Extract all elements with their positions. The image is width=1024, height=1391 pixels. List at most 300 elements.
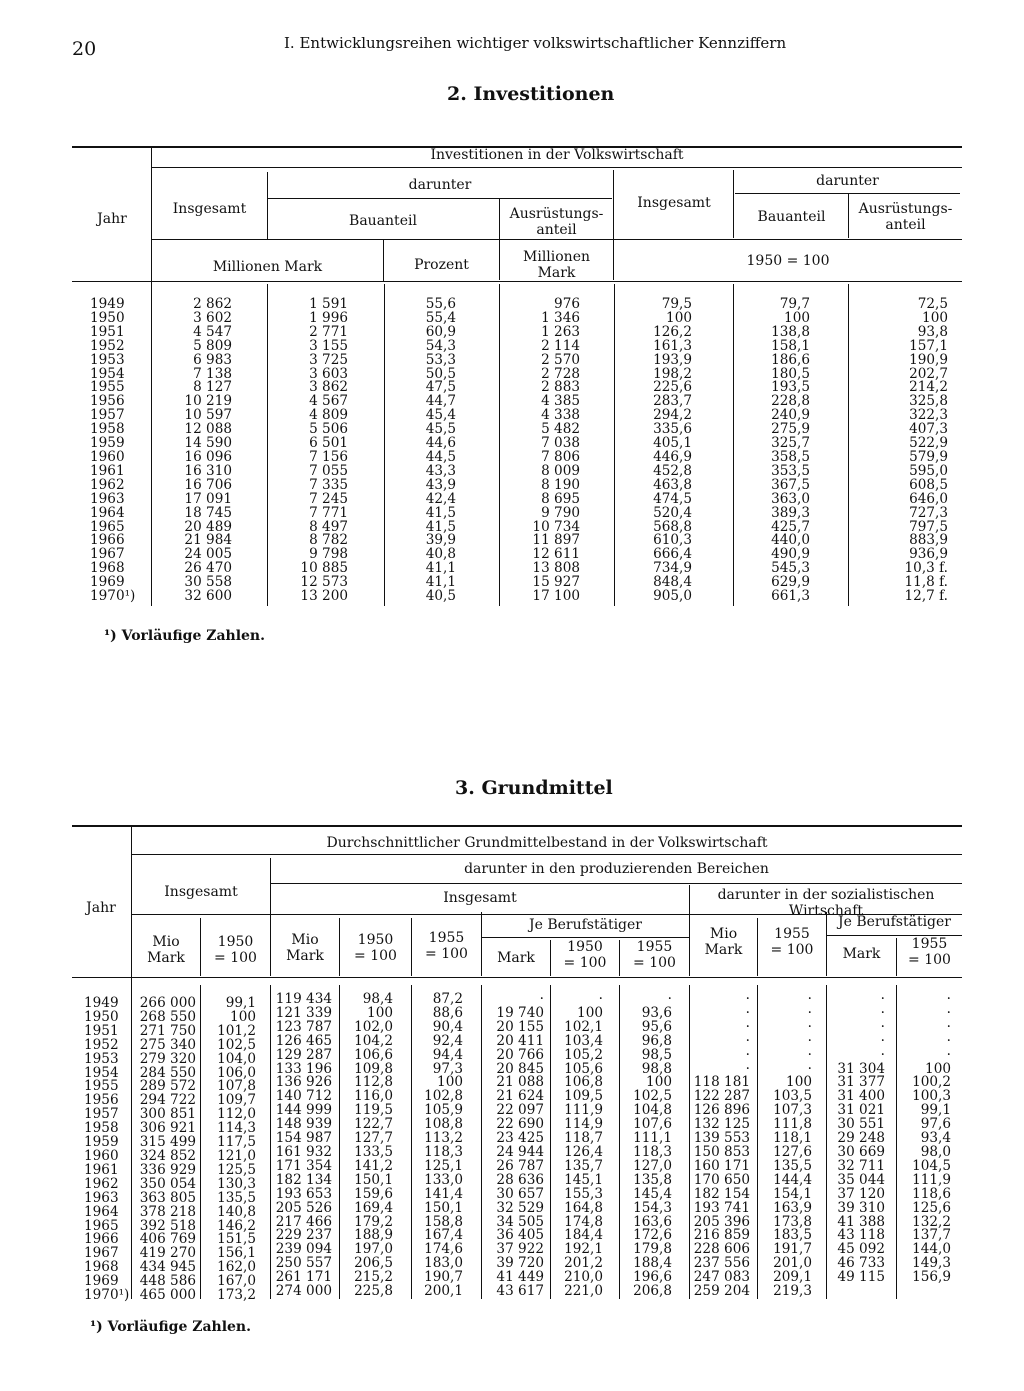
t3-col-jb-1955-cell: 104,8 xyxy=(633,1102,672,1119)
t3-col-ges-1950-cell: 151,5 xyxy=(217,1231,256,1248)
t2-col-index-bau-cell: 353,5 xyxy=(771,462,810,479)
t3-col-jb-1950-cell: 155,3 xyxy=(564,1185,603,1202)
t3-col-jb-1955-cell: 135,8 xyxy=(633,1171,672,1188)
t3-col-soz-mio-cell: · xyxy=(745,991,750,1007)
t3-col-soz-1955-cell: · xyxy=(807,1032,812,1049)
t2-col-ausruestung-cell: 1 346 xyxy=(541,309,580,326)
t2-unit-index: 1950 = 100 xyxy=(746,253,830,269)
t3-col-prod-1950-cell: 98,4 xyxy=(362,991,393,1007)
t2-col-index-insgesamt-cell: 520,4 xyxy=(653,504,692,521)
t3-col-jahr-cell: 1950 xyxy=(84,1008,119,1025)
t3-col-ges-mio-cell: 406 769 xyxy=(139,1231,196,1248)
t2-col-insgesamt-cell: 8 127 xyxy=(193,379,232,396)
t3-col-jb-1955-cell: 98,8 xyxy=(641,1060,672,1077)
t2-col-index-insgesamt-cell: 225,6 xyxy=(653,379,692,396)
t3-col-prod-1950-cell: 116,0 xyxy=(354,1088,393,1105)
t3-col-jb-1950-cell: 135,7 xyxy=(564,1157,603,1174)
t2-col-ausruestung-cell: 7 806 xyxy=(541,448,580,465)
t3-col-soz-1955-cell: 111,8 xyxy=(773,1116,812,1133)
t3-col-jb-1950-cell: 111,9 xyxy=(564,1102,603,1119)
t2-col-bau-mio-cell: 3 725 xyxy=(309,351,348,368)
t2-col-jahr-cell: 1968 xyxy=(90,560,125,577)
t3-col-soz-mio-cell: 259 204 xyxy=(693,1283,750,1300)
t3-head-darunter-prod: darunter in den produzierenden Bereichen xyxy=(464,861,769,877)
t3-col-soz-1955-jb xyxy=(899,993,951,1299)
t3-col-ges-mio-cell: 271 750 xyxy=(139,1022,196,1039)
t3-col-soz-mark-cell: · xyxy=(880,1046,885,1063)
t3-col-prod-1955-cell: 150,1 xyxy=(424,1199,463,1216)
t2-col-index-bau-cell: 158,1 xyxy=(771,337,810,354)
t2-col-ausruestung-cell: 15 927 xyxy=(532,574,580,591)
t2-col-jahr-cell: 1950 xyxy=(90,309,125,326)
t2-col-bau-mio-cell: 4 809 xyxy=(309,407,348,424)
t3-col-ges-1950-cell: 140,8 xyxy=(217,1203,256,1220)
t2-col-ausruestung-cell: 17 100 xyxy=(532,588,580,605)
t3-col-prod-mio-cell: 148 939 xyxy=(275,1116,332,1133)
t3-col-soz-1955-jb-cell: · xyxy=(946,991,951,1007)
t3-col-soz-1955-cell: 191,7 xyxy=(773,1241,812,1258)
t2-col-index-insgesamt-cell: 126,2 xyxy=(653,323,692,340)
t3-col-jb-1955-cell: 172,6 xyxy=(633,1227,672,1244)
t3-col-ges-mio-cell: 350 054 xyxy=(139,1175,196,1192)
t3-col-soz-mio-cell: · xyxy=(745,1018,750,1035)
t3-col-jb-1950-cell: 114,9 xyxy=(564,1116,603,1133)
t2-col-bau-mio-cell: 3 155 xyxy=(309,337,348,354)
t3-col-ges-1950-cell: 101,2 xyxy=(217,1022,256,1039)
t3-col-jb-mark-cell: 39 720 xyxy=(496,1255,544,1272)
t3-col-soz-mio-cell: 150 853 xyxy=(693,1143,750,1160)
t3-col-soz-mark-cell: · xyxy=(880,1004,885,1021)
t3-col-prod-mio-cell: 205 526 xyxy=(275,1199,332,1216)
t3-col-jb-mark-cell: 22 690 xyxy=(496,1116,544,1133)
t3-col-jahr-cell: 1954 xyxy=(84,1064,119,1081)
t2-head-darunter: darunter xyxy=(408,177,472,193)
t3-col-jb-1950-cell: 103,4 xyxy=(564,1032,603,1049)
t3-col-soz-mio-cell: · xyxy=(745,1060,750,1077)
t3-col-ges-1950-cell: 104,0 xyxy=(217,1050,256,1067)
t2-col-insgesamt-cell: 26 470 xyxy=(184,560,232,577)
t2-col-index-ausruestung-cell: 579,9 xyxy=(909,448,948,465)
t3-col-jb-1950-cell: 164,8 xyxy=(564,1199,603,1216)
t2-col-index-ausruestung-cell: 157,1 xyxy=(909,337,948,354)
t2-col-index-ausruestung-cell: 797,5 xyxy=(909,518,948,535)
t3-col-jahr-cell: 1952 xyxy=(84,1036,119,1053)
t2-col-bau-mio-cell: 2 771 xyxy=(309,323,348,340)
t3-col-ges-mio-cell: 465 000 xyxy=(139,1287,196,1304)
t3-col-ges-1950-cell: 162,0 xyxy=(217,1259,256,1276)
t3-col-prod-mio-cell: 119 434 xyxy=(275,991,332,1007)
t2-col-insgesamt-cell: 24 005 xyxy=(184,546,232,563)
t3-col-jb-1950 xyxy=(553,993,603,1299)
t2-col-index-ausruestung-cell: 595,0 xyxy=(909,462,948,479)
t2-col-bau-mio-cell: 7 156 xyxy=(309,448,348,465)
t3-col-jb-1950-cell: 174,8 xyxy=(564,1213,603,1230)
t3-col-soz-1955-cell: 135,5 xyxy=(773,1157,812,1174)
t2-head-group: Investitionen in der Volkswirtschaft xyxy=(430,147,684,163)
t2-col-jahr-cell: 1970¹) xyxy=(90,588,136,605)
t3-col-ges-1950-cell: 125,5 xyxy=(217,1161,256,1178)
t3-col-soz-1955-cell: 219,3 xyxy=(773,1283,812,1300)
t2-col-index-insgesamt xyxy=(630,298,692,604)
t3-col-soz-mio-cell: 118 181 xyxy=(693,1074,750,1091)
t2-col-index-bau-cell: 367,5 xyxy=(771,476,810,493)
t2-col-insgesamt-cell: 5 809 xyxy=(193,337,232,354)
t3-col-soz-mark-cell: · xyxy=(880,991,885,1007)
t2-col-index-ausruestung-cell: 322,3 xyxy=(909,407,948,424)
t3-col-prod-1950-cell: 141,2 xyxy=(354,1157,393,1174)
t3-col-prod-1950-cell: 122,7 xyxy=(354,1116,393,1133)
t2-col-index-ausruestung-cell: 10,3 f. xyxy=(904,560,948,577)
t3-col-soz-1955-jb-cell: · xyxy=(946,1046,951,1063)
t2-col-index-bau-cell: 389,3 xyxy=(771,504,810,521)
t3-col-soz-mark-cell: 43 118 xyxy=(837,1227,885,1244)
t3-col-soz-1955-jb-cell: 132,2 xyxy=(912,1213,951,1230)
t3-col-soz-1955-jb-cell: 125,6 xyxy=(912,1199,951,1216)
t3-col-ges-mio-cell: 324 852 xyxy=(139,1147,196,1164)
t2-col-bau-prozent-cell: 41,1 xyxy=(425,560,456,577)
t3-col-ges-1950-cell: 106,0 xyxy=(217,1064,256,1081)
t2-col-index-insgesamt-cell: 734,9 xyxy=(653,560,692,577)
t2-col-index-ausruestung-cell: 12,7 f. xyxy=(904,588,948,605)
t3-col-jb-mark-cell: 32 529 xyxy=(496,1199,544,1216)
t3-col-prod-1950-cell: 159,6 xyxy=(354,1185,393,1202)
t2-col-bau-prozent-cell: 44,5 xyxy=(425,448,456,465)
t2-col-bau-prozent-cell: 44,6 xyxy=(425,435,456,452)
t2-col-bau-mio xyxy=(280,298,348,604)
t2-col-index-ausruestung-cell: 325,8 xyxy=(909,393,948,410)
t3-col-jahr-cell: 1957 xyxy=(84,1106,119,1123)
t3-col-jb-1955-cell: 111,1 xyxy=(633,1130,672,1147)
t2-col-insgesamt-cell: 2 862 xyxy=(193,296,232,312)
t2-col-ausruestung-cell: 2 570 xyxy=(541,351,580,368)
t3-col-soz-mio-cell: 247 083 xyxy=(693,1269,750,1286)
t2-col-index-insgesamt-cell: 610,3 xyxy=(653,532,692,549)
t3-col-ges-mio-cell: 279 320 xyxy=(139,1050,196,1067)
t2-col-insgesamt-cell: 32 600 xyxy=(184,588,232,605)
t3-col-jahr-cell: 1962 xyxy=(84,1175,119,1192)
t3-col-prod-mio-cell: 121 339 xyxy=(275,1004,332,1021)
t2-head-insgesamt: Insgesamt xyxy=(172,201,247,217)
t3-col-jb-1950-cell: 145,1 xyxy=(564,1171,603,1188)
t3-col-jahr-cell: 1951 xyxy=(84,1022,119,1039)
t3-col-soz-mark-cell: 45 092 xyxy=(837,1241,885,1258)
t3-col-prod-1950-cell: 104,2 xyxy=(354,1032,393,1049)
t3-col-jahr-cell: 1966 xyxy=(84,1231,119,1248)
t2-col-bau-mio-cell: 3 603 xyxy=(309,365,348,382)
t2-col-index-insgesamt-cell: 848,4 xyxy=(653,574,692,591)
t2-col-index-ausruestung-cell: 727,3 xyxy=(909,504,948,521)
t3-col-soz-mio-cell: 160 171 xyxy=(693,1157,750,1174)
t3-col-soz-1955-jb-cell: 100,2 xyxy=(912,1074,951,1091)
t2-col-index-insgesamt-cell: 198,2 xyxy=(653,365,692,382)
t3-col-jb-mark xyxy=(484,993,544,1299)
t3-sub-1955-4: 1955 = 100 xyxy=(908,936,951,968)
t2-col-bau-mio-cell: 7 771 xyxy=(309,504,348,521)
t3-col-soz-mark-cell xyxy=(829,1285,885,1299)
t2-col-jahr-cell: 1956 xyxy=(90,393,125,410)
t3-col-soz-mark-cell: 35 044 xyxy=(837,1171,885,1188)
t3-col-soz-mio-cell: 122 287 xyxy=(693,1088,750,1105)
t3-col-jb-mark-cell: 22 097 xyxy=(496,1102,544,1119)
t3-col-prod-1950-cell: 102,0 xyxy=(354,1018,393,1035)
t3-col-ges-mio-cell: 275 340 xyxy=(139,1036,196,1053)
t3-col-prod-1955-cell: 167,4 xyxy=(424,1227,463,1244)
t3-col-soz-1955-jb-cell: 156,9 xyxy=(912,1269,951,1286)
t3-col-jb-1955 xyxy=(622,993,672,1299)
t2-col-index-ausruestung-cell: 214,2 xyxy=(909,379,948,396)
t2-col-bau-prozent-cell: 41,1 xyxy=(425,574,456,591)
t2-col-insgesamt-cell: 10 219 xyxy=(184,393,232,410)
t3-col-jahr-cell: 1964 xyxy=(84,1203,119,1220)
t3-col-jb-mark-cell: 41 449 xyxy=(496,1269,544,1286)
t3-col-ges-1950-cell: 156,1 xyxy=(217,1245,256,1262)
t3-col-soz-mark-cell: 31 400 xyxy=(837,1088,885,1105)
t2-head-ausruestung-index: Ausrüstungs- anteil xyxy=(858,201,953,233)
t2-col-jahr-cell: 1949 xyxy=(90,296,125,312)
t3-col-jahr-cell: 1953 xyxy=(84,1050,119,1067)
t2-col-index-insgesamt-cell: 161,3 xyxy=(653,337,692,354)
t2-col-index-bau-cell: 363,0 xyxy=(771,490,810,507)
t3-col-prod-mio-cell: 154 987 xyxy=(275,1130,332,1147)
t3-col-jahr-cell: 1955 xyxy=(84,1078,119,1095)
t3-col-prod-1955-cell: 88,6 xyxy=(432,1004,463,1021)
table3-title: 3. Grundmittel xyxy=(455,777,613,799)
t3-col-ges-1950 xyxy=(204,997,256,1303)
t3-col-jb-1950-cell: 109,5 xyxy=(564,1088,603,1105)
t3-col-soz-1955-cell: 173,8 xyxy=(773,1213,812,1230)
t2-col-insgesamt-cell: 21 984 xyxy=(184,532,232,549)
t3-col-jb-1950-cell: 201,2 xyxy=(564,1255,603,1272)
t2-unit-prozent: Prozent xyxy=(414,257,469,273)
t2-col-bau-mio-cell: 8 782 xyxy=(309,532,348,549)
t3-col-jahr-cell: 1949 xyxy=(84,995,119,1011)
t3-col-soz-mark-cell: 31 377 xyxy=(837,1074,885,1091)
t3-col-soz-mio-cell: · xyxy=(745,1032,750,1049)
t2-col-insgesamt-cell: 18 745 xyxy=(184,504,232,521)
t3-col-ges-1950-cell: 102,5 xyxy=(217,1036,256,1053)
t3-col-soz-1955-jb-cell: 118,6 xyxy=(912,1185,951,1202)
t2-col-bau-prozent-cell: 50,5 xyxy=(425,365,456,382)
t3-col-ges-1950-cell: 100 xyxy=(230,1008,256,1025)
running-header: I. Entwicklungsreihen wichtiger volkswirtschaftlicher Kennziffern xyxy=(284,34,787,52)
t2-col-insgesamt-cell: 17 091 xyxy=(184,490,232,507)
t2-col-index-ausruestung-cell: 100 xyxy=(922,309,948,326)
t3-col-soz-1955-jb-cell: · xyxy=(946,1004,951,1021)
t2-col-jahr-cell: 1954 xyxy=(90,365,125,382)
t3-col-prod-mio-cell: 144 999 xyxy=(275,1102,332,1119)
t2-col-bau-prozent-cell: 45,4 xyxy=(425,407,456,424)
t3-col-soz-mark-cell: 31 021 xyxy=(837,1102,885,1119)
t2-col-bau-prozent-cell: 45,5 xyxy=(425,421,456,438)
t3-col-ges-1950-cell: 107,8 xyxy=(217,1078,256,1095)
t2-col-index-bau-cell: 186,6 xyxy=(771,351,810,368)
t3-col-jb-mark-cell: 43 617 xyxy=(496,1283,544,1300)
table2-title: 2. Investitionen xyxy=(447,83,615,105)
t2-col-insgesamt-cell: 12 088 xyxy=(184,421,232,438)
t3-head-insgesamt-prod: Insgesamt xyxy=(443,890,517,906)
t2-col-ausruestung-cell: 8 190 xyxy=(541,476,580,493)
t3-head-insgesamt: Insgesamt xyxy=(164,884,238,900)
t2-col-index-ausruestung-cell: 936,9 xyxy=(909,546,948,563)
t3-col-prod-mio-cell: 250 557 xyxy=(275,1255,332,1272)
t3-col-soz-1955-jb-cell: · xyxy=(946,1032,951,1049)
t2-col-jahr-cell: 1962 xyxy=(90,476,125,493)
t2-col-index-insgesamt-cell: 568,8 xyxy=(653,518,692,535)
t3-col-jb-1955-cell: 179,8 xyxy=(633,1241,672,1258)
t3-col-jb-mark-cell: 20 845 xyxy=(496,1060,544,1077)
t2-col-ausruestung-cell: 2 883 xyxy=(541,379,580,396)
t3-col-soz-1955-jb-cell: 144,0 xyxy=(912,1241,951,1258)
t3-col-ges-mio-cell: 284 550 xyxy=(139,1064,196,1081)
t3-col-jb-1955-cell: · xyxy=(667,991,672,1007)
t3-col-jb-1955-cell: 98,5 xyxy=(641,1046,672,1063)
t3-col-jb-1955-cell: 95,6 xyxy=(641,1018,672,1035)
t2-col-bau-prozent-cell: 41,5 xyxy=(425,504,456,521)
t2-col-insgesamt-cell: 20 489 xyxy=(184,518,232,535)
t3-col-soz-1955-cell: 100 xyxy=(786,1074,812,1091)
t2-col-jahr-cell: 1957 xyxy=(90,407,125,424)
t3-col-jb-1950-cell: 100 xyxy=(577,1004,603,1021)
t2-col-bau-prozent-cell: 53,3 xyxy=(425,351,456,368)
t3-col-jahr-cell: 1967 xyxy=(84,1245,119,1262)
t3-col-jb-1950-cell: · xyxy=(598,991,603,1007)
t3-col-soz-mark-cell: 31 304 xyxy=(837,1060,885,1077)
t3-col-jahr-cell: 1965 xyxy=(84,1217,119,1234)
t2-col-index-insgesamt-cell: 474,5 xyxy=(653,490,692,507)
t3-col-soz-mio-cell: 205 396 xyxy=(693,1213,750,1230)
t2-col-index-insgesamt-cell: 335,6 xyxy=(653,421,692,438)
t2-col-bau-mio-cell: 3 862 xyxy=(309,379,348,396)
t2-col-insgesamt-cell: 3 602 xyxy=(193,309,232,326)
t3-col-prod-mio-cell: 161 932 xyxy=(275,1143,332,1160)
t2-col-insgesamt-cell: 10 597 xyxy=(184,407,232,424)
t2-col-index-ausruestung-cell: 883,9 xyxy=(909,532,948,549)
t3-col-prod-mio-cell: 140 712 xyxy=(275,1088,332,1105)
t3-col-soz-mio-cell: 216 859 xyxy=(693,1227,750,1244)
t2-col-insgesamt-cell: 7 138 xyxy=(193,365,232,382)
t3-sub-mio-1: Mio Mark xyxy=(147,934,185,966)
t2-col-index-insgesamt-cell: 905,0 xyxy=(653,588,692,605)
t2-col-bau-mio-cell: 7 055 xyxy=(309,462,348,479)
t2-col-index-bau-cell: 425,7 xyxy=(771,518,810,535)
t2-col-bau-prozent-cell: 43,3 xyxy=(425,462,456,479)
t3-sub-1955-3: 1955 = 100 xyxy=(770,926,814,958)
t3-col-prod-1955-cell: 200,1 xyxy=(424,1283,463,1300)
t2-col-bau-prozent-cell: 47,5 xyxy=(425,379,456,396)
t3-col-prod-mio-cell: 123 787 xyxy=(275,1018,332,1035)
t2-col-index-insgesamt-cell: 452,8 xyxy=(653,462,692,479)
t3-col-prod-1955-cell: 87,2 xyxy=(432,991,463,1007)
t3-col-jb-mark-cell: 26 787 xyxy=(496,1157,544,1174)
t3-col-prod-1950-cell: 133,5 xyxy=(354,1143,393,1160)
t2-footnote: ¹) Vorläufige Zahlen. xyxy=(104,628,265,644)
t3-col-jb-mark-cell: 21 624 xyxy=(496,1088,544,1105)
t3-col-soz-mark-cell: 32 711 xyxy=(837,1157,885,1174)
t2-col-index-bau-cell: 138,8 xyxy=(771,323,810,340)
t2-col-insgesamt-cell: 30 558 xyxy=(184,574,232,591)
t3-col-soz-1955-jb-cell: 100,3 xyxy=(912,1088,951,1105)
t3-col-jb-1955-cell: 102,5 xyxy=(633,1088,672,1105)
t2-col-jahr-cell: 1958 xyxy=(90,421,125,438)
t2-col-index-insgesamt-cell: 79,5 xyxy=(661,296,692,312)
t3-col-prod-1950-cell: 197,0 xyxy=(354,1241,393,1258)
t2-col-index-ausruestung-cell: 202,7 xyxy=(909,365,948,382)
t2-col-index-bau-cell: 545,3 xyxy=(771,560,810,577)
t3-col-prod-mio-cell: 133 196 xyxy=(275,1060,332,1077)
t3-col-ges-mio-cell: 306 921 xyxy=(139,1120,196,1137)
t2-col-ausruestung-cell: 4 338 xyxy=(541,407,580,424)
t2-col-ausruestung-cell: 11 897 xyxy=(532,532,580,549)
t3-col-jb-1955-cell: 163,6 xyxy=(633,1213,672,1230)
t2-col-index-bau-cell: 228,8 xyxy=(771,393,810,410)
t2-col-insgesamt-cell: 6 983 xyxy=(193,351,232,368)
t2-col-insgesamt-cell: 14 590 xyxy=(184,435,232,452)
t3-col-soz-mark-cell: 49 115 xyxy=(837,1269,885,1286)
t2-col-index-bau-cell: 79,7 xyxy=(779,296,810,312)
t3-col-jb-1955-cell: 127,0 xyxy=(633,1157,672,1174)
t3-col-prod-1950-cell: 106,6 xyxy=(354,1046,393,1063)
t3-col-prod-mio-cell: 171 354 xyxy=(275,1157,332,1174)
t2-col-ausruestung-cell: 976 xyxy=(554,296,580,312)
t2-col-bau-prozent-cell: 40,8 xyxy=(425,546,456,563)
t2-unit-mio-mark: Millionen Mark xyxy=(523,249,590,281)
t3-col-jahr-cell: 1970¹) xyxy=(84,1287,130,1304)
t3-col-jb-mark-cell: 36 405 xyxy=(496,1227,544,1244)
t3-col-prod-mio-cell: 136 926 xyxy=(275,1074,332,1091)
t3-col-soz-1955-cell: · xyxy=(807,1004,812,1021)
t2-head-bauanteil: Bauanteil xyxy=(349,213,417,229)
t3-col-jb-1955-cell: 96,8 xyxy=(641,1032,672,1049)
t3-col-soz-mio-cell: · xyxy=(745,1046,750,1063)
t2-col-ausruestung-cell: 9 790 xyxy=(541,504,580,521)
t3-col-prod-1955-cell: 113,2 xyxy=(424,1130,463,1147)
t3-col-jb-1950-cell: 105,6 xyxy=(564,1060,603,1077)
t3-col-soz-1955-cell: 209,1 xyxy=(773,1269,812,1286)
t3-col-ges-1950-cell: 99,1 xyxy=(225,995,256,1011)
t3-col-jb-1950-cell: 126,4 xyxy=(564,1143,603,1160)
t2-col-index-ausruestung-cell: 72,5 xyxy=(917,296,948,312)
t3-sub-1955-2: 1955 = 100 xyxy=(633,939,676,971)
t3-col-ges-mio-cell: 378 218 xyxy=(139,1203,196,1220)
t3-col-prod-mio-cell: 182 134 xyxy=(275,1171,332,1188)
t3-col-prod-1955-cell: 105,9 xyxy=(424,1102,463,1119)
t3-col-prod-1950 xyxy=(343,993,393,1299)
t2-col-ausruestung-cell: 5 482 xyxy=(541,421,580,438)
t2-head-insgesamt-index: Insgesamt xyxy=(637,195,711,211)
t3-col-ges-1950-cell: 114,3 xyxy=(217,1120,256,1137)
t3-col-soz-mio-cell: · xyxy=(745,1004,750,1021)
t3-col-jb-1950-cell: 102,1 xyxy=(564,1018,603,1035)
t2-col-ausruestung-cell: 1 263 xyxy=(541,323,580,340)
t3-col-soz-1955-cell: 154,1 xyxy=(773,1185,812,1202)
t3-col-jb-1955-cell: 107,6 xyxy=(633,1116,672,1133)
t3-col-soz-mark-cell: 39 310 xyxy=(837,1199,885,1216)
t2-col-ausruestung xyxy=(510,298,580,604)
t3-col-prod-1955-cell: 125,1 xyxy=(424,1157,463,1174)
t3-col-jahr-cell: 1958 xyxy=(84,1120,119,1137)
t3-col-prod-mio-cell: 126 465 xyxy=(275,1032,332,1049)
t2-col-jahr xyxy=(90,298,150,604)
t3-col-prod-1950-cell: 112,8 xyxy=(354,1074,393,1091)
t2-col-jahr-cell: 1952 xyxy=(90,337,125,354)
t3-col-soz-1955-cell: 144,4 xyxy=(773,1171,812,1188)
t2-unit-mio: Millionen Mark xyxy=(212,259,323,275)
t2-col-index-bau-cell: 661,3 xyxy=(771,588,810,605)
t2-col-jahr-cell: 1965 xyxy=(90,518,125,535)
t3-col-ges-mio-cell: 448 586 xyxy=(139,1273,196,1290)
t3-sub-mio-2: Mio Mark xyxy=(286,932,324,964)
t3-col-prod-1955-cell: 94,4 xyxy=(432,1046,463,1063)
